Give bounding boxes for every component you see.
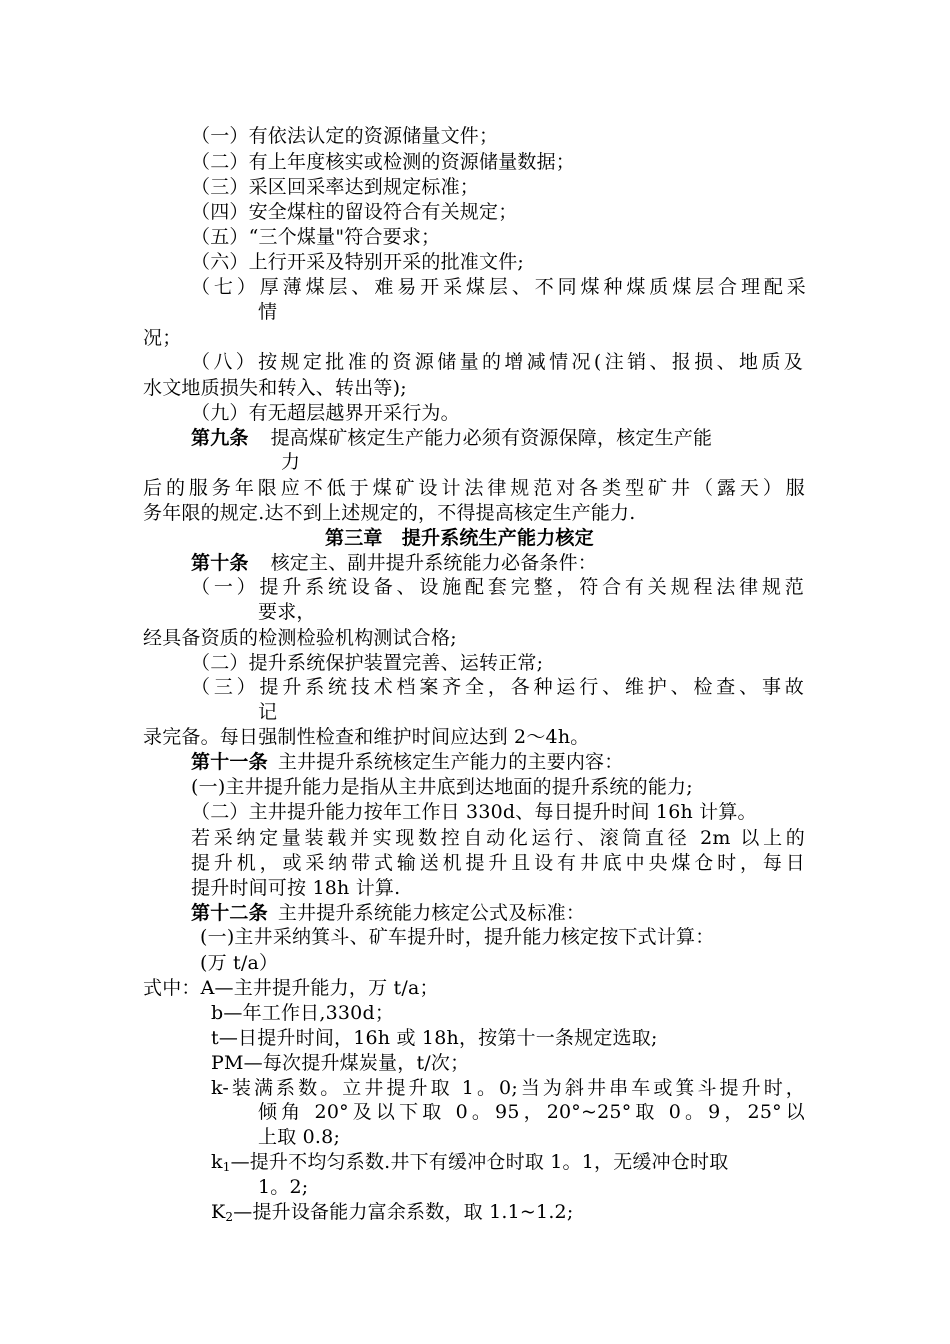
article-10-item-1: （一）提升系统设备、设施配套完整，符合有关规程法律规范 [191,576,804,598]
article-11-item-2-cont-1: 若采纳定量装载并实现数控自动化运行、滚筒直径 2m 以上的 [191,827,805,849]
var-t: t—日提升时间，16h 或 18h，按第十一条规定选取; [211,1027,658,1049]
article-10-item-3: （三）提升系统技术档案齐全，各种运行、维护、检查、事故 [191,676,804,698]
var-k-wrap-2: 上取 0.8; [258,1126,341,1148]
chapter-3-heading: 第三章 提升系统生产能力核定 [325,527,594,549]
article-9-wrap: 力 [281,451,301,473]
var-K2-symbol: K [211,1201,226,1223]
article-11-text: 主井提升系统核定生产能力的主要内容： [277,751,624,773]
article-9-title: 第九条 [191,427,249,449]
list-item-9: （九）有无超层越界开采行为。 [191,402,460,424]
list-item-5: （五）“三个煤量"符合要求； [191,226,441,248]
article-9-text: 提高煤矿核定生产能力必须有资源保障，核定生产能 [270,427,713,449]
article-11-item-1: (一)主井提升能力是指从主井底到达地面的提升系统的能力; [191,776,693,798]
list-item-3: （三）采区回采率达到规定标准； [191,176,480,198]
article-9 [191,426,712,450]
article-12-title: 第十二条 [191,902,268,924]
article-11-item-2-cont-3: 提升时间可按 18h 计算. [191,877,401,899]
list-item-7: （七）厚薄煤层、难易开采煤层、不同煤种煤质煤层合理配采 [191,276,806,298]
var-K2-text: —提升设备能力富余系数，取 1.1~1.2; [233,1201,574,1223]
list-item-2: （二）有上年度核实或检测的资源储量数据； [191,151,576,173]
article-10 [191,551,597,575]
list-item-4: （四）安全煤柱的留设符合有关规定； [191,201,518,223]
var-PM: PM—每次提升煤炭量，t/次； [211,1052,470,1074]
list-item-8-cont: 水文地质损失和转入、转出等); [143,377,407,399]
article-9-cont-1: 后的服务年限应不低于煤矿设计法律规范对各类型矿井（露天）服 [143,477,805,499]
article-10-item-3-wrap: 记 [258,701,278,723]
var-b: b—年工作日,330d； [211,1002,395,1024]
article-11-item-2: （二）主井提升能力按年工作日 330d、每日提升时间 16h 计算。 [191,801,757,823]
article-10-item-1-cont: 经具备资质的检测检验机构测试合格; [143,627,457,649]
formula-unit: (万 t/a） [200,952,279,974]
var-k1-subscript: 1 [222,1160,231,1174]
var-K2 [211,1200,573,1224]
article-12-text: 主井提升系统能力核定公式及标准： [277,902,586,924]
article-10-text: 核定主、副井提升系统能力必备条件： [270,552,598,574]
var-k1-text: —提升不均匀系数.井下有缓冲仓时取 1。1，无缓冲仓时取 [230,1151,729,1173]
article-10-item-3-cont: 录完备。每日强制性检查和维护时间应达到 2～4h。 [143,726,590,748]
article-10-title: 第十条 [191,552,249,574]
article-10-item-1-wrap: 要求， [258,601,316,623]
article-12-item-1: (一)主井采纳箕斗、矿车提升时，提升能力核定按下式计算： [200,926,715,948]
article-9-cont-2: 务年限的规定.达不到上述规定的，不得提高核定生产能力. [143,502,636,524]
article-11-item-2-cont-2: 提升机，或采纳带式输送机提升且设有井底中央煤仓时，每日 [191,852,805,874]
list-item-6: （六）上行开采及特别开采的批准文件; [191,251,525,273]
list-item-8: （八）按规定批准的资源储量的增减情况(注销、报损、地质及 [191,351,803,373]
var-k1-wrap: 1。2; [258,1176,309,1198]
article-12 [191,901,585,925]
list-item-7-cont: 况； [143,327,182,349]
article-11 [191,750,623,774]
var-k-wrap-1: 倾角 20°及以下取 0。95，20°~25°取 0。9，25°以 [258,1101,805,1123]
article-11-title: 第十一条 [191,751,268,773]
list-item-1: （一）有依法认定的资源储量文件； [191,125,499,147]
var-k1-symbol: k [211,1151,223,1173]
var-K2-subscript: 2 [225,1210,234,1224]
var-k1 [211,1150,728,1174]
var-A: 式中：A—主井提升能力，万 t/a； [143,977,439,999]
article-10-item-2: （二）提升系统保护装置完善、运转正常; [191,652,544,674]
var-k: k-装满系数。立井提升取 1。0;当为斜井串车或箕斗提升时， [211,1077,805,1099]
list-item-7-wrap: 情 [258,301,278,323]
